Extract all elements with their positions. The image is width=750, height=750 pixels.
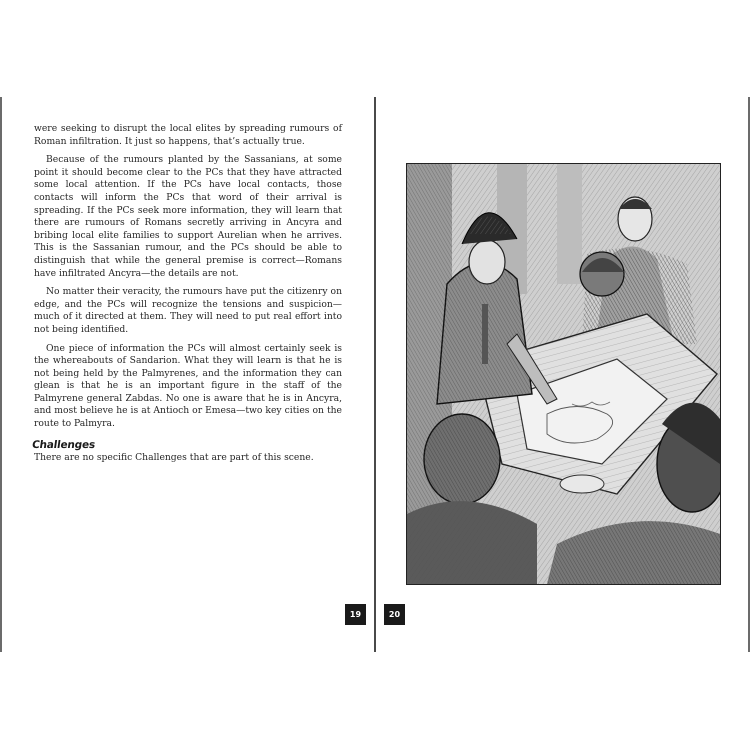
paragraph-continuation: were seeking to disrupt the local elites by spreading rumours of Roman infiltration. It just so happens, that’s actually true. — [34, 123, 342, 147]
challenges-heading: Challenges — [31, 438, 96, 451]
page-number-left: 19 — [345, 604, 366, 625]
left-page-text — [31, 123, 342, 471]
challenges-text: There are no specific Challenges that are part of this scene. — [34, 452, 314, 464]
right-page — [376, 97, 748, 652]
paragraph-sandarion: One piece of information the PCs will almost certainly seek is the whereabouts of Sandarion. What they will learn is that he is not being held by the Palmyrenes, and the information they can glean is that he is an important figure in the staff of the Palmyrene general Zabdas. No one is aware that he is in Ancyra, and most believe he is at Antioch or Emesa—two key cities on the route to Palmyra. — [34, 342, 342, 430]
left-page — [2, 97, 374, 652]
paragraph-veracity: No matter their veracity, the rumours have put the citizenry on edge, and the PCs will recognize the tensions and suspicion—much of it directed at them. They will need to put real effort into not being identified. — [34, 286, 342, 335]
paragraph-rumours: Because of the rumours planted by the Sassanians, at some point it should become clear to the PCs that they have attracted some local attention. If the PCs have local contacts, those contacts will inform the PCs that word of their arrival is spreading. If the PCs seek more information, they will learn that there are rumours of Romans secretly arriving in Ancyra and bribing local elite families to support Aurelian when he arrives. This is the Sassanian rumour, and the PCs should be able to distinguish that while the general premise is correct—Romans have infiltrated Ancyra—the details are not. — [34, 154, 342, 279]
roman-soldiers-illustration — [406, 163, 721, 585]
page-number-right: 20 — [384, 604, 405, 625]
